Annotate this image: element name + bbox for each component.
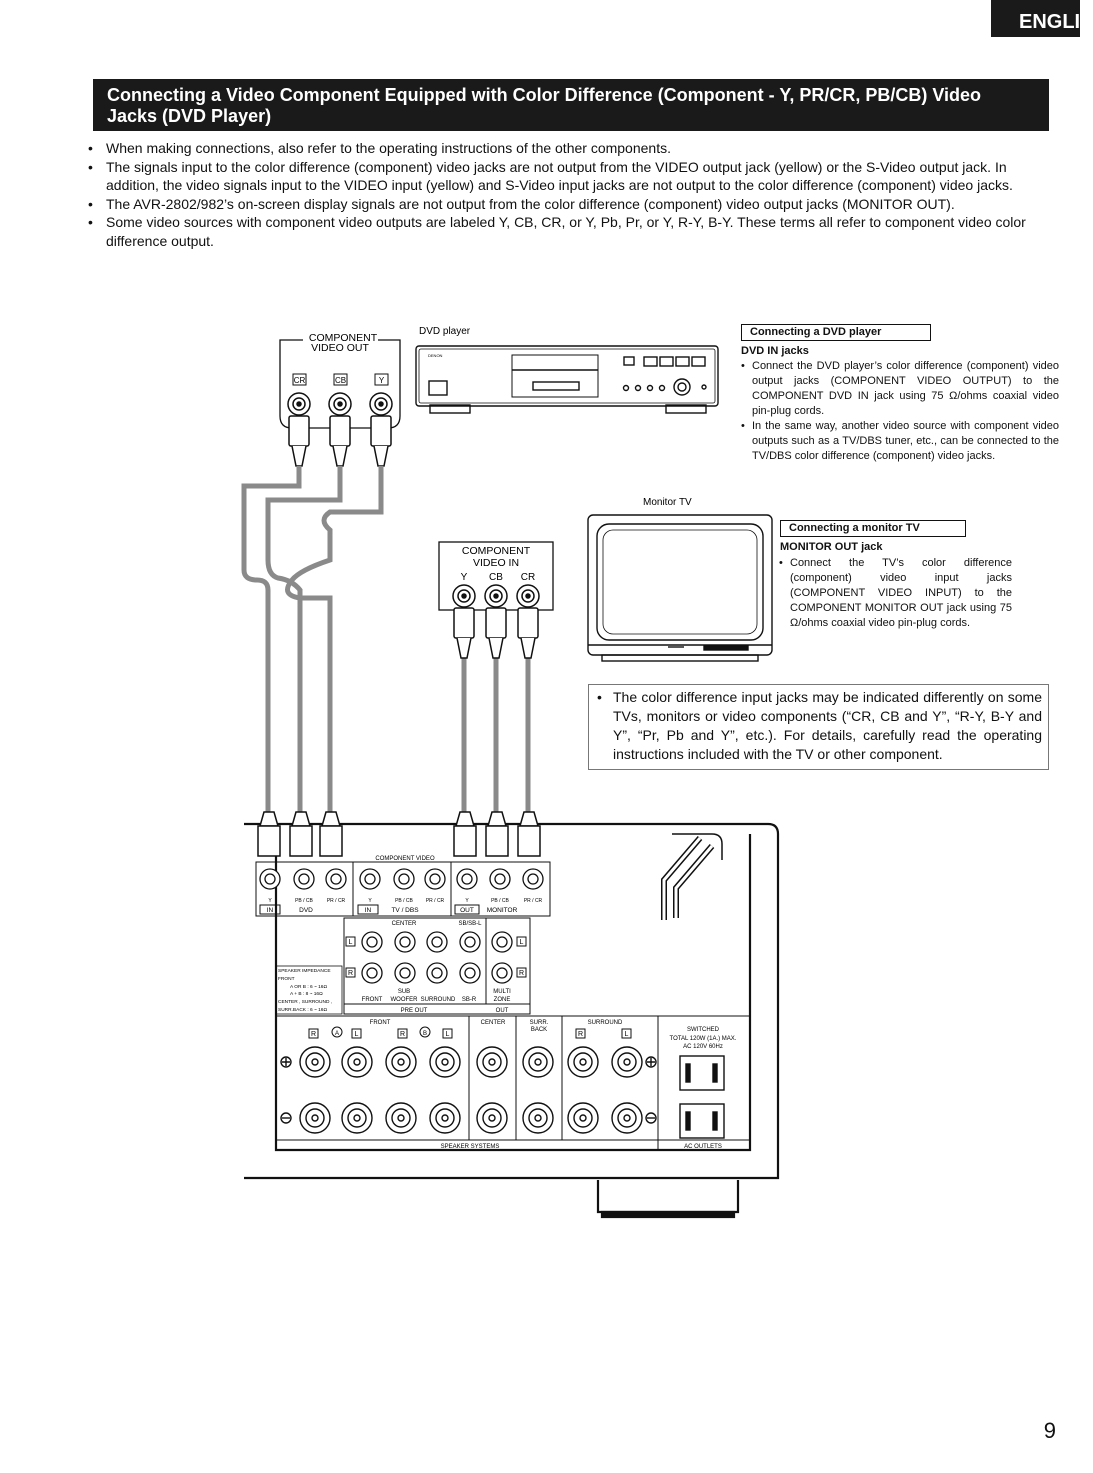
out-label: OUT — [495, 1008, 509, 1014]
sp-center-label: CENTER — [480, 1020, 506, 1026]
surround-label: SURROUND — [420, 997, 456, 1003]
woofer-label: WOOFER — [390, 997, 418, 1003]
receiver-component-jacks — [260, 869, 543, 889]
center-label: CENTER — [391, 921, 417, 927]
jack-label-cb: CB — [334, 376, 347, 385]
sp-surrback-label: SURR. — [529, 1020, 549, 1026]
r-marker: R — [518, 970, 525, 977]
dvd-connection-heading: Connecting a DVD player — [741, 324, 931, 341]
dvd-player — [416, 346, 718, 413]
switched-label: SWITCHED — [687, 1027, 719, 1033]
r-marker: R — [577, 1031, 584, 1038]
sbr-label: SB-R — [461, 997, 477, 1003]
sp-surround-label: SURROUND — [587, 1020, 623, 1026]
bullet-item: • The AVR-2802/982’s on-screen display signals are not output from the color difference (component) video output jacks (MONITOR OUT). — [88, 195, 1050, 214]
note-box: • The color difference input jacks may be indicated differently on some TVs, monitors or video components (“CR, CB and Y”, “R-Y, B-Y and Y”, “Pr, Pb and Y”, etc.). For details, carefully read the operating instructions included with the TV or other component. — [588, 684, 1049, 770]
language-tab: ENGLIS — [991, 0, 1080, 37]
tv-component-label: COMPONENT — [461, 545, 531, 557]
sub-label: SUB — [397, 989, 411, 995]
l-marker: L — [348, 939, 353, 946]
dvd-note: • In the same way, another video source with component video outputs such as a TV/DBS tuner, etc., can be connected to the TV/DBS color difference (component) video jacks. — [741, 419, 1059, 464]
col-label: Y — [465, 898, 469, 904]
col-label: PR / CR — [326, 898, 346, 904]
a-marker: A — [334, 1031, 340, 1037]
bullet-item: • The signals input to the color difference (component) video jacks are not output from the VIDEO output jack (yellow) or the S-Video output jack. In addition, the video signals input to the VIDEO input (yellow) and S-Video input jacks are not output to the color difference (component) video jacks. — [88, 158, 1050, 195]
jack-label-y: Y — [378, 376, 385, 385]
impedance-line: FRONT — [278, 977, 295, 982]
dvd-output-jacks — [288, 393, 392, 466]
in-dvd-tag: IN — [266, 907, 274, 914]
ac-label: AC 120V 60Hz — [683, 1044, 723, 1050]
bullet-item: • When making connections, also refer to the operating instructions of the other components. — [88, 139, 1050, 158]
l-marker: L — [624, 1031, 629, 1038]
ac-outlets-label: AC OUTLETS — [684, 1144, 722, 1150]
tv-connection-heading: Connecting a monitor TV — [780, 520, 966, 537]
r-marker: R — [399, 1031, 406, 1038]
receiver-chassis — [244, 824, 778, 1217]
impedance-line: SURR.BACK : 6 ~ 16Ω — [278, 1008, 328, 1013]
bullet-item: • Some video sources with component video outputs are labeled Y, CB, CR, or Y, Pb, Pr, or Y, R-Y, B-Y. These terms all refer to component video color difference output. — [88, 213, 1050, 250]
b-marker: B — [422, 1031, 428, 1037]
page-number: 9 — [1043, 1418, 1056, 1443]
col-label: PB / CB — [395, 898, 413, 904]
preout-label: PRE OUT — [400, 1008, 428, 1014]
tv-jack-cr: CR — [520, 572, 536, 583]
col-label: PR / CR — [523, 898, 543, 904]
multi-label: MULTI — [493, 989, 511, 995]
dvd-brand: DENON — [428, 353, 443, 358]
tv-cables — [464, 656, 528, 812]
sbsbl-label: SB/SB-L — [458, 921, 482, 927]
col-label: PB / CB — [295, 898, 313, 904]
impedance-line: A + B : 8 ~ 16Ω — [290, 992, 323, 997]
col-label: PR / CR — [425, 898, 445, 904]
impedance-line: CENTER , SURROUND , — [278, 1000, 333, 1005]
tv-note: • Connect the TV’s color difference (component) video input jacks (COMPONENT VIDEO INPUT) to the COMPONENT MONITOR OUT jack using 75 Ω/ohms coaxial video pin-plug cords. — [779, 556, 1012, 631]
sp-surrback-label2: BACK — [530, 1027, 548, 1033]
sp-front-label: FRONT — [369, 1020, 391, 1026]
dvd-player-label: DVD player — [419, 326, 471, 337]
dvd-label: DVD — [299, 907, 313, 914]
dvd-note: • Connect the DVD player’s color difference (component) video output jacks (COMPONENT VIDEO OUTPUT) to the COMPONENT DVD IN jack using 75 Ω/ohms coaxial video pin-plug cords. — [741, 359, 1059, 419]
preout-jacks — [362, 932, 512, 983]
col-label: Y — [268, 898, 272, 904]
monitor-out-heading: MONITOR OUT jack — [780, 541, 883, 553]
component-video-heading: COMPONENT VIDEO — [375, 856, 435, 862]
l-marker: L — [445, 1031, 450, 1038]
monitor-label: MONITOR — [486, 907, 518, 914]
tvdbs-label: TV / DBS — [391, 907, 419, 914]
section-title: Connecting a Video Component Equipped with Color Difference (Component - Y, PR/CR, PB/CB) Video Jacks (DVD Player) — [93, 79, 1049, 131]
in-tvdbs-tag: IN — [364, 907, 372, 914]
tv-video-in-label: VIDEO IN — [472, 557, 520, 569]
total-label: TOTAL 120W (1A.) MAX. — [669, 1036, 737, 1042]
l-marker: L — [354, 1031, 359, 1038]
impedance-line: SPEAKER IMPEDANCE — [278, 969, 331, 974]
col-label: Y — [368, 898, 372, 904]
l-marker: L — [519, 939, 524, 946]
tv-input-jacks — [453, 585, 539, 658]
r-marker: R — [347, 970, 354, 977]
tv-jack-cb: CB — [489, 572, 503, 583]
dvd-cables — [244, 466, 381, 812]
col-label: PB / CB — [491, 898, 509, 904]
dvd-component-label: COMPONENT — [308, 332, 378, 344]
dvd-video-out-label: VIDEO OUT — [311, 342, 369, 354]
dvd-in-jacks-heading: DVD IN jacks — [741, 345, 809, 357]
ac-outlets — [680, 1056, 724, 1138]
monitor-tv-label: Monitor TV — [643, 497, 692, 508]
speaker-systems-label: SPEAKER SYSTEMS — [440, 1144, 500, 1150]
monitor-tv — [588, 515, 772, 661]
front-label: FRONT — [361, 997, 383, 1003]
zone-label: ZONE — [493, 997, 511, 1003]
r-marker: R — [310, 1031, 317, 1038]
out-monitor-tag: OUT — [460, 907, 474, 914]
receiver-plugs — [258, 812, 540, 856]
jack-label-cr: CR — [293, 376, 306, 385]
impedance-line: A OR B : 6 ~ 16Ω — [290, 985, 328, 990]
tv-jack-y: Y — [460, 572, 468, 583]
